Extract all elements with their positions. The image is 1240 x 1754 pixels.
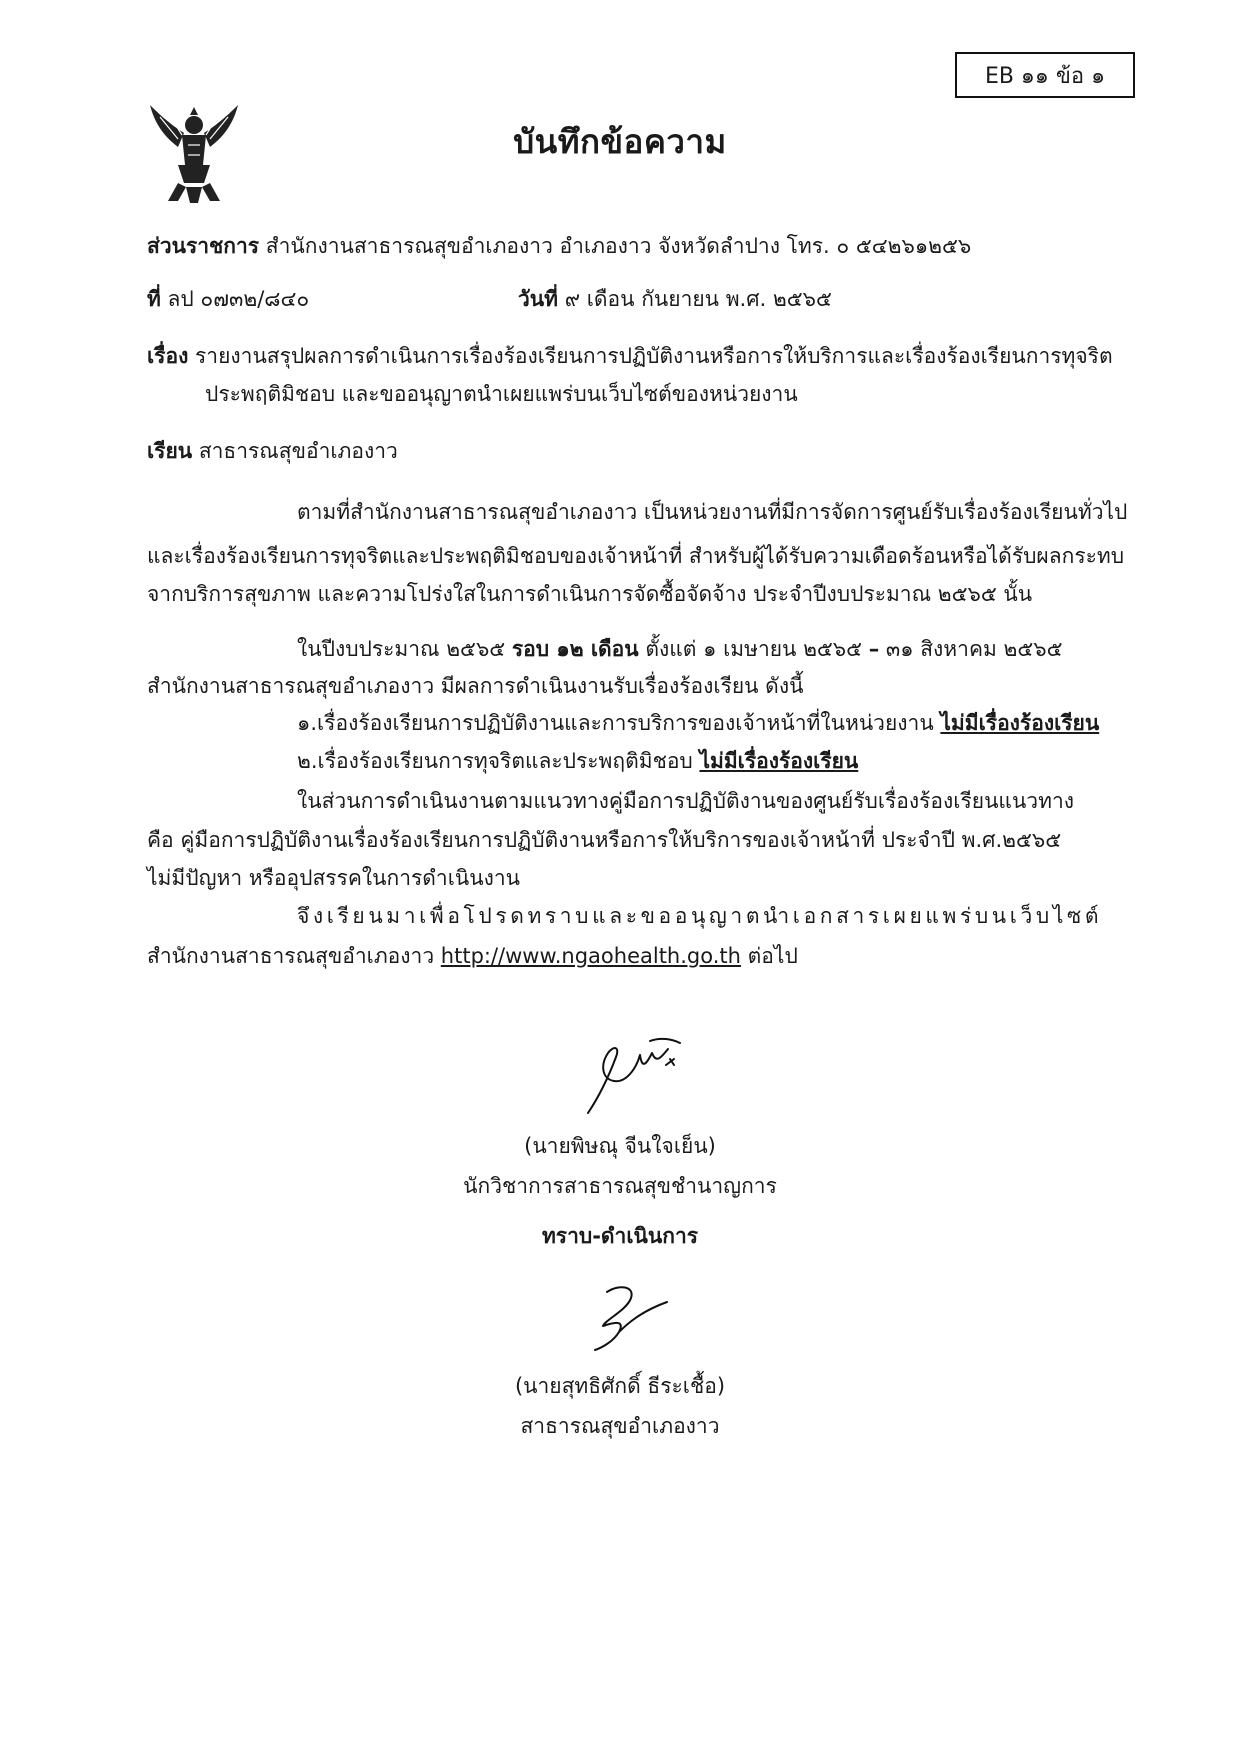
paragraph3-line3: ไม่มีปัญหา หรืออุปสรรคในการดำเนินงาน	[147, 866, 520, 890]
signature-2-icon	[585, 1280, 675, 1355]
paragraph2-part-a: ในปีงบประมาณ ๒๕๖๕	[297, 637, 512, 661]
document-code: EB ๑๑ ข้อ ๑	[984, 63, 1106, 89]
recipient-value: สาธารณสุขอำเภองาว	[198, 439, 398, 463]
approval-note: ทราบ-ดำเนินการ	[541, 1224, 699, 1248]
date-label: วันที่	[518, 287, 558, 311]
recipient-label: เรียน	[147, 439, 193, 463]
subject-line	[147, 340, 1113, 373]
subject-text-line2: ประพฤติมิชอบ และขออนุญาตนำเผยแพร่บนเว็บไซต์ของหน่วยงาน	[205, 382, 798, 406]
reference-value: ลป ๐๗๓๒/๘๔๐	[167, 287, 310, 311]
paragraph2-period: รอบ ๑๒ เดือน	[511, 637, 639, 661]
paragraph1-line3: จากบริการสุขภาพ และความโปร่งใสในการดำเนินการจัดซื้อจัดจ้าง ประจำปีงบประมาณ ๒๕๖๕ นั้น	[147, 582, 1033, 606]
paragraph2-part-e: ๓๑ สิงหาคม ๒๕๖๕	[879, 637, 1063, 661]
complaint-item-2-text: ๒.เรื่องร้องเรียนการทุจริตและประพฤติมิชอบ	[297, 749, 700, 773]
date-value: ๙ เดือน กันยายน พ.ศ. ๒๕๖๕	[564, 287, 832, 311]
paragraph4-line2	[147, 940, 798, 973]
paragraph3-line1: ในส่วนการดำเนินงานตามแนวทางคู่มือการปฏิบัติงานของศูนย์รับเรื่องร้องเรียนแนวทาง	[297, 789, 1074, 813]
signer1-name: (นายพิษณุ จีนใจเย็น)	[524, 1134, 716, 1158]
reference-line	[147, 283, 309, 316]
reference-label: ที่	[147, 287, 161, 311]
agency-value: สำนักงานสาธารณสุขอำเภองาว อำเภองาว จังหวัดลำปาง โทร. ๐ ๕๔๒๖๑๒๕๖	[265, 234, 972, 258]
subject-text-line1: รายงานสรุปผลการดำเนินการเรื่องร้องเรียนการปฏิบัติงานหรือการให้บริการและเรื่องร้องเรียนการทุจริต	[195, 344, 1113, 368]
paragraph1-line1: ตามที่สำนักงานสาธารณสุขอำเภองาว เป็นหน่วยงานที่มีการจัดการศูนย์รับเรื่องร้องเรียนทั่วไป	[297, 500, 1128, 524]
paragraph1-line2: และเรื่องร้องเรียนการทุจริตและประพฤติมิชอบของเจ้าหน้าที่ สำหรับผู้ได้รับความเดือดร้อนหรือได้รับผลกระทบ	[147, 544, 1125, 568]
paragraph2-line1	[297, 633, 1062, 666]
complaint-item-1	[297, 707, 1099, 740]
memo-title: บันทึกข้อความ	[513, 122, 727, 161]
paragraph2-dash: –	[868, 637, 880, 661]
signature-1-icon	[580, 1035, 690, 1120]
paragraph2-part-c: ตั้งแต่ ๑ เมษายน ๒๕๖๕	[638, 637, 869, 661]
paragraph2-line2: สำนักงานสาธารณสุขอำเภองาว มีผลการดำเนินงานรับเรื่องร้องเรียน ดังนี้	[147, 674, 804, 698]
subject-label: เรื่อง	[147, 344, 189, 368]
complaint-item-2-result: ไม่มีเรื่องร้องเรียน	[699, 749, 859, 773]
signer2-position: สาธารณสุขอำเภองาว	[520, 1414, 720, 1438]
document-code-box	[955, 52, 1135, 98]
paragraph3-line2: คือ คู่มือการปฏิบัติงานเรื่องร้องเรียนการปฏิบัติงานหรือการให้บริการของเจ้าหน้าที่ ประจำปี พ.ศ.๒๕๖๕	[147, 828, 1062, 852]
website-link[interactable]: http://www.ngaohealth.go.th	[440, 944, 741, 968]
agency-label: ส่วนราชการ	[147, 234, 260, 258]
signer2-name: (นายสุทธิศักดิ์ ธีระเชื้อ)	[514, 1374, 726, 1398]
paragraph4-text: สำนักงานสาธารณสุขอำเภองาว	[147, 944, 441, 968]
complaint-item-1-result: ไม่มีเรื่องร้องเรียน	[940, 711, 1100, 735]
paragraph4-ending: ต่อไป	[740, 944, 798, 968]
paragraph4-line1: จึงเรียนมาเพื่อโปรดทราบและขออนุญาตนำเอกสารเผยแพร่บนเว็บไซต์	[297, 904, 1103, 928]
agency-line	[147, 230, 971, 263]
signer1-position: นักวิชาการสาธารณสุขชำนาญการ	[463, 1174, 777, 1198]
date-line	[518, 283, 832, 316]
complaint-item-1-text: ๑.เรื่องร้องเรียนการปฏิบัติงานและการบริการของเจ้าหน้าที่ในหน่วยงาน	[297, 711, 941, 735]
recipient-line	[147, 435, 398, 468]
complaint-item-2	[297, 745, 858, 778]
